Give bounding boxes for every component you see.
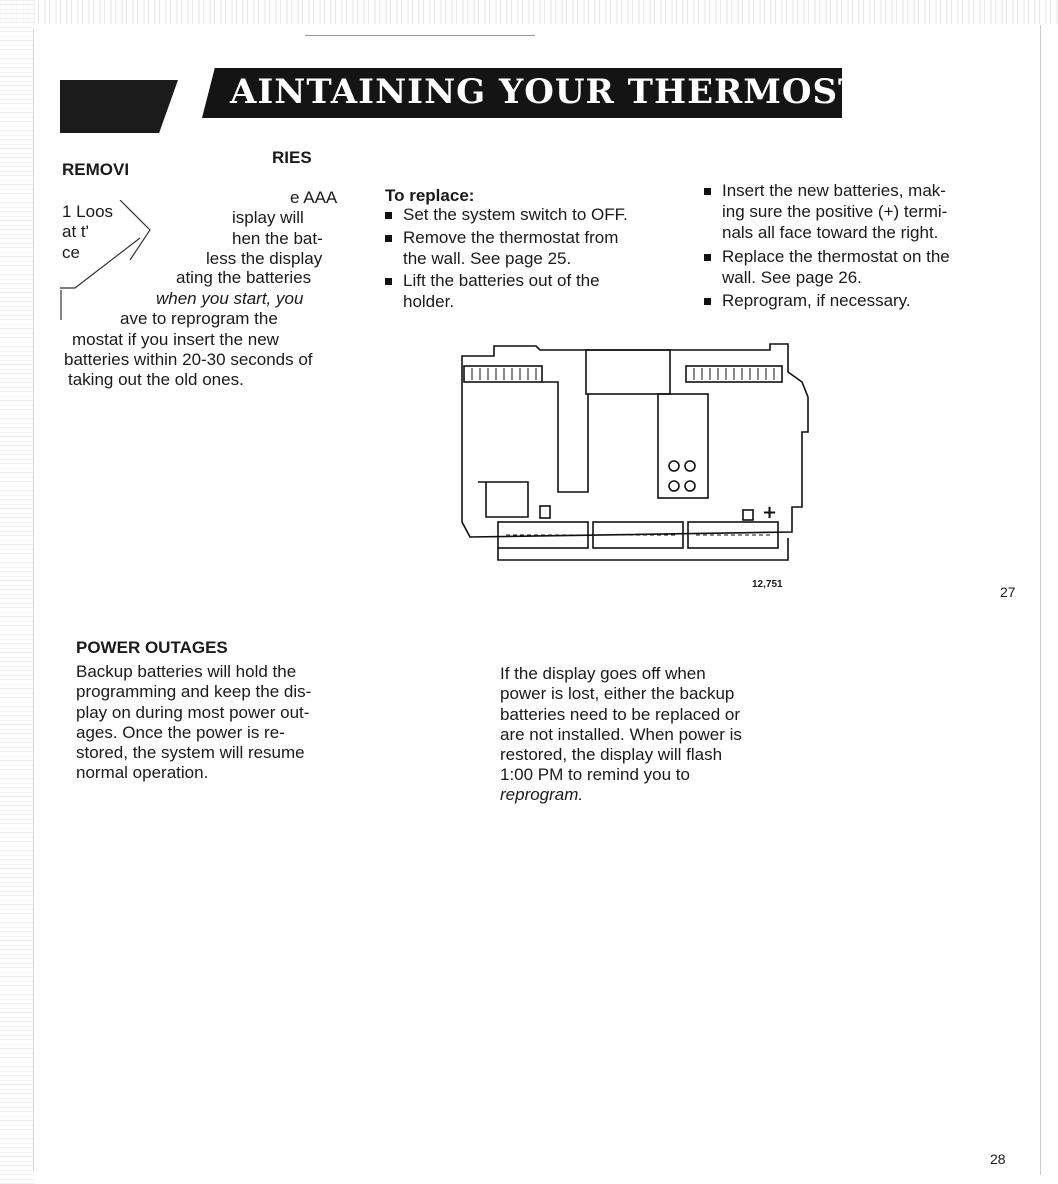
remove-line-1: 1 Loos	[62, 202, 114, 221]
replace-step-1: Set the system switch to OFF.	[385, 204, 628, 225]
right-step-3: Reprogram, if necessary.	[704, 290, 911, 311]
page-number-top: 27	[1000, 584, 1016, 600]
right-step-1: Insert the new batteries, mak- ing sure the positive (+) termi- nals all face toward the right.	[704, 180, 947, 243]
power-outages-heading: POWER OUTAGES	[76, 638, 228, 657]
remove-line-11: mostat if you insert the new	[72, 330, 279, 349]
remove-line-12: batteries within 20-30 seconds of	[64, 350, 313, 369]
scan-noise-left	[0, 0, 34, 1184]
remove-heading-part-a: REMOVI	[62, 160, 130, 179]
remove-line-4: e AAA	[290, 188, 338, 207]
remove-line-6: hen the bat-	[232, 229, 323, 248]
plus-terminal-label: +	[762, 502, 778, 523]
banner-black-block	[60, 80, 178, 133]
remove-line-7: less the display	[206, 249, 323, 268]
remove-line-2: at t'	[62, 222, 89, 241]
remove-line-5: isplay will	[232, 208, 304, 227]
battery-holder-diagram	[458, 342, 820, 564]
remove-heading-part-b: RIES	[272, 148, 312, 167]
replace-step-3: Lift the batteries out of the holder.	[385, 270, 600, 312]
top-rule	[305, 35, 535, 36]
remove-line-3: ce	[62, 243, 80, 262]
figure-number: 12,751	[752, 579, 783, 590]
power-paragraph-left: Backup batteries will hold the programming and keep the dis- play on during most power out- ages. Once the power is re- stored, the system will resume normal operation.	[76, 662, 312, 783]
remove-line-13: taking out the old ones.	[68, 370, 244, 389]
scan-noise-top	[0, 0, 1058, 24]
right-step-2: Replace the thermostat on the wall. See page 26.	[704, 246, 950, 288]
right-margin-rule	[1040, 25, 1041, 1175]
remove-line-10: ave to reprogram the	[120, 309, 278, 328]
torn-corner-mark	[60, 200, 190, 330]
power-paragraph-right: If the display goes off when power is lost, either the backup batteries need to be replaced or are not installed. When power is restored, the display will flash 1:00 PM to remind you to	[500, 664, 742, 785]
replace-heading: To replace:	[385, 186, 475, 205]
remove-line-8: ating the batteries	[176, 268, 312, 287]
left-margin-rule	[33, 30, 34, 1170]
power-paragraph-right-end: reprogram.	[500, 785, 584, 804]
remove-line-9: when you start, you	[156, 289, 304, 308]
replace-step-2: Remove the thermostat from the wall. See page 25.	[385, 227, 618, 269]
page-number-bottom: 28	[990, 1151, 1006, 1167]
page-title: AINTAINING YOUR THERMOSTAT	[230, 72, 915, 112]
